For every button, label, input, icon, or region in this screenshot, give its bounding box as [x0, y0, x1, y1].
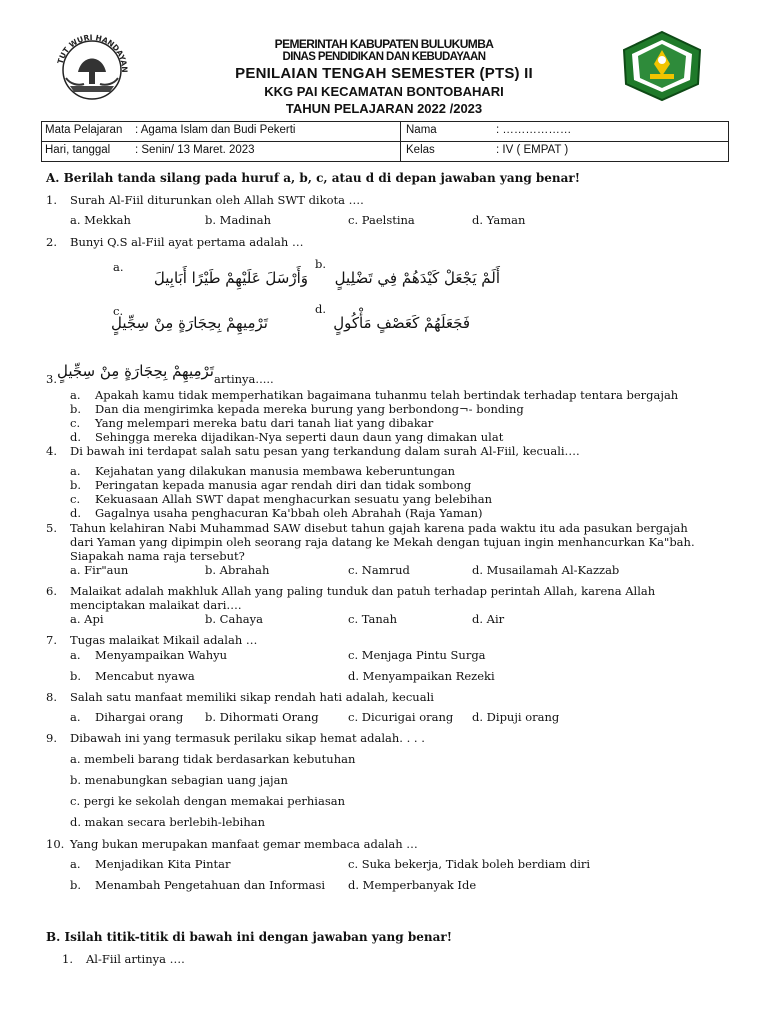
- q2-option-a-arabic: وَأَرْسَلَ عَلَيْهِمْ طَيْرًا أَبَابِيلَ: [153, 269, 308, 287]
- q10-option-b-letter: b.: [70, 878, 82, 892]
- q8-option-b: b. Dihormati Orang: [205, 710, 319, 724]
- q2-option-c-arabic: تَرْمِيهِمْ بِحِجَارَةٍ مِنْ سِجِّيلٍ: [110, 314, 268, 332]
- q6-option-b: b. Cahaya: [205, 612, 263, 626]
- q3-option-b-letter: b.: [70, 402, 82, 416]
- q2-text: Bunyi Q.S al-Fiil ayat pertama adalah …: [70, 235, 304, 249]
- q6-number: 6.: [46, 584, 57, 598]
- q4-option-c-text: Kekuasaan Allah SWT dapat menghacurkan sesuatu yang belebihan: [95, 492, 492, 506]
- b-q1-text: Al-Fiil artinya ….: [86, 952, 185, 966]
- q10-option-c: c. Suka bekerja, Tidak boleh berdiam diri: [348, 857, 591, 871]
- q3-number: 3.: [46, 372, 57, 386]
- q5-line-2: dari Yaman yang dipimpin oleh seorang raja datang ke Mekah dengan tujuan ingin menhancurkan Ka"bah.: [70, 535, 695, 549]
- header-school-year: TAHUN PELAJARAN 2022 /2023: [285, 101, 483, 116]
- q3-option-b-text: Dan dia mengirimkа kepada mereka burung yang berbondong¬- bonding: [95, 402, 524, 416]
- q1-option-c: c. Paelstina: [348, 213, 415, 227]
- q9-text: Dibawah ini yang termasuk perilaku sikap hemat adalah. . . .: [70, 731, 425, 745]
- q10-number: 10.: [46, 837, 65, 851]
- q3-text: artinya.....: [214, 372, 274, 386]
- section-b-instruction: B. Isilah titik-titik di bawah ini dengan jawaban yang benar!: [46, 930, 452, 944]
- q7-option-b-text: Mencabut nyawa: [95, 669, 195, 683]
- q4-option-d-text: Gagalnya usaha penghacuran Ka'bbah oleh Abrahah (Raja Yaman): [95, 506, 483, 520]
- q5-option-d: d. Musailamah Al-Kazzab: [472, 563, 620, 577]
- q10-option-a-letter: a.: [70, 857, 81, 871]
- info-table-bottom-border: [41, 161, 729, 162]
- q1-option-a: a. Mekkah: [70, 213, 131, 227]
- name-value: : ………………: [496, 124, 572, 136]
- header-government: PEMERINTAH KABUPATEN BULUKUMBA: [274, 37, 494, 51]
- info-row-date: [41, 141, 729, 161]
- date-value: : Senin/ 13 Maret. 2023: [135, 144, 255, 156]
- q3-option-c-text: Yang melempari mereka batu dari tanah liat yang dibakar: [95, 416, 434, 430]
- q5-option-b: b. Abrahah: [205, 563, 270, 577]
- date-label: Hari, tanggal: [45, 144, 111, 156]
- q5-option-a: a. Fir"aun: [70, 563, 129, 577]
- q8-option-d: d. Dipuji orang: [472, 710, 560, 724]
- q6-option-a: a. Api: [70, 612, 104, 626]
- q5-option-c: c. Namrud: [348, 563, 410, 577]
- q10-text: Yang bukan merupakan manfaat gemar membaca adalah …: [70, 837, 418, 851]
- q9-option-d: d. makan secara berlebih-lebihan: [70, 815, 266, 829]
- q4-option-a-text: Kejahatan yang dilakukan manusia membawa keberuntungan: [95, 464, 456, 478]
- q9-option-b: b. menabungkan sebagian uang jajan: [70, 773, 288, 787]
- q4-option-d-letter: d.: [70, 506, 82, 520]
- q4-option-b-text: Peringatan kepada manusia agar rendah diri dan tidak sombong: [95, 478, 472, 492]
- q5-line-3: Siapakah nama raja tersebut?: [70, 549, 245, 563]
- q7-option-d: d. Menyampaikan Rezeki: [348, 669, 495, 683]
- name-label: Nama: [406, 124, 437, 136]
- q7-option-b-letter: b.: [70, 669, 82, 683]
- q8-option-a-letter: a.: [70, 710, 81, 724]
- q2-number: 2.: [46, 235, 57, 249]
- q9-number: 9.: [46, 731, 57, 745]
- q6-option-c: c. Tanah: [348, 612, 398, 626]
- class-value: : IV ( EMPAT ): [496, 144, 569, 156]
- q6-option-d: d. Air: [472, 612, 505, 626]
- q10-option-b-text: Menambah Pengetahuan dan Informasi: [95, 878, 326, 892]
- q9-option-c: c. pergi ke sekolah dengan memakai perhiasan: [70, 794, 345, 808]
- header-department: DINAS PENDIDIKAN DAN KEBUDAYAAN: [282, 51, 486, 63]
- q3-option-d-text: Sehingga mereka dijadikan-Nya seperti daun daun yang dimakan ulat: [95, 430, 504, 444]
- q7-option-a-letter: a.: [70, 648, 81, 662]
- q3-option-a-letter: a.: [70, 388, 81, 402]
- info-row-subject: [41, 121, 729, 141]
- q4-text: Di bawah ini terdapat salah satu pesan yang terkandung dalam surah Al-Fiil, kecuali….: [70, 444, 580, 458]
- q7-number: 7.: [46, 633, 57, 647]
- q2-option-b-arabic: أَلَمْ يَجْعَلْ كَيْدَهُمْ فِي تَضْلِيلٍ: [334, 269, 500, 287]
- q2-option-d-arabic: فَجَعَلَهُمْ كَعَصْفٍ مَأْكُولٍ: [333, 314, 470, 332]
- class-label: Kelas: [406, 144, 435, 156]
- q1-option-b: b. Madinah: [205, 213, 272, 227]
- subject-label: Mata Pelajaran: [45, 124, 123, 136]
- q2-option-a-letter: a.: [113, 260, 124, 274]
- q2-option-d-letter: d.: [315, 302, 327, 316]
- header-kkg: KKG PAI KECAMATAN BONTOBAHARI: [264, 84, 504, 99]
- q8-text: Salah satu manfaat memiliki sikap rendah hati adalah, kecuali: [70, 690, 434, 704]
- q8-option-a-text: Dihargai orang: [95, 710, 184, 724]
- q5-number: 5.: [46, 521, 57, 535]
- q7-text: Tugas malaikat Mikail adalah …: [70, 633, 258, 647]
- svg-text:TUT WURI HANDAYANI: TUT WURI HANDAYAN: [55, 32, 130, 73]
- q4-number: 4.: [46, 444, 57, 458]
- q10-option-d: d. Memperbanyak Ide: [348, 878, 477, 892]
- q8-option-c: c. Dicurigai orang: [348, 710, 454, 724]
- q5-line-1: Tahun kelahiran Nabi Muhammad SAW disebut tahun gajah karena pada waktu itu ada pasukan bergajah: [70, 521, 688, 535]
- q3-option-d-letter: d.: [70, 430, 82, 444]
- q6-line-1: Malaikat adalah makhluk Allah yang paling tunduk dan patuh terhadap perintah Allah, karena Allah: [70, 584, 656, 598]
- q2-option-c-letter: c.: [113, 304, 124, 318]
- q9-option-a: a. membeli barang tidak berdasarkan kebutuhan: [70, 752, 356, 766]
- q7-option-c: c. Menjaga Pintu Surga: [348, 648, 486, 662]
- q1-number: 1.: [46, 193, 57, 207]
- header-exam-title: PENILAIAN TENGAH SEMESTER (PTS) II: [235, 65, 533, 82]
- section-a-instruction: A. Berilah tanda silang pada huruf a, b, c, atau d di depan jawaban yang benar!: [46, 171, 581, 185]
- q1-option-d: d. Yaman: [472, 213, 526, 227]
- subject-value: : Agama Islam dan Budi Pekerti: [135, 124, 296, 136]
- q10-option-a-text: Menjadikan Kita Pintar: [95, 857, 231, 871]
- q7-option-a-text: Menyampaikan Wahyu: [95, 648, 228, 662]
- b-q1-number: 1.: [62, 952, 73, 966]
- q6-line-2: menciptakan malaikat dari….: [70, 598, 242, 612]
- q3-arabic: تَرْمِيهِمْ بِحِجَارَةٍ مِنْ سِجِّيلٍ: [56, 362, 214, 380]
- q4-option-c-letter: c.: [70, 492, 81, 506]
- q2-option-b-letter: b.: [315, 257, 327, 271]
- q4-option-a-letter: a.: [70, 464, 81, 478]
- q4-option-b-letter: b.: [70, 478, 82, 492]
- q8-number: 8.: [46, 690, 57, 704]
- q3-option-c-letter: c.: [70, 416, 81, 430]
- q3-option-a-text: Apakah kamu tidak memperhatikan bagaimana tuhanmu telah bertindak terhadap tentara bergajah: [95, 388, 679, 402]
- q1-text: Surah Al-Fiil diturunkan oleh Allah SWT dikota ….: [70, 193, 364, 207]
